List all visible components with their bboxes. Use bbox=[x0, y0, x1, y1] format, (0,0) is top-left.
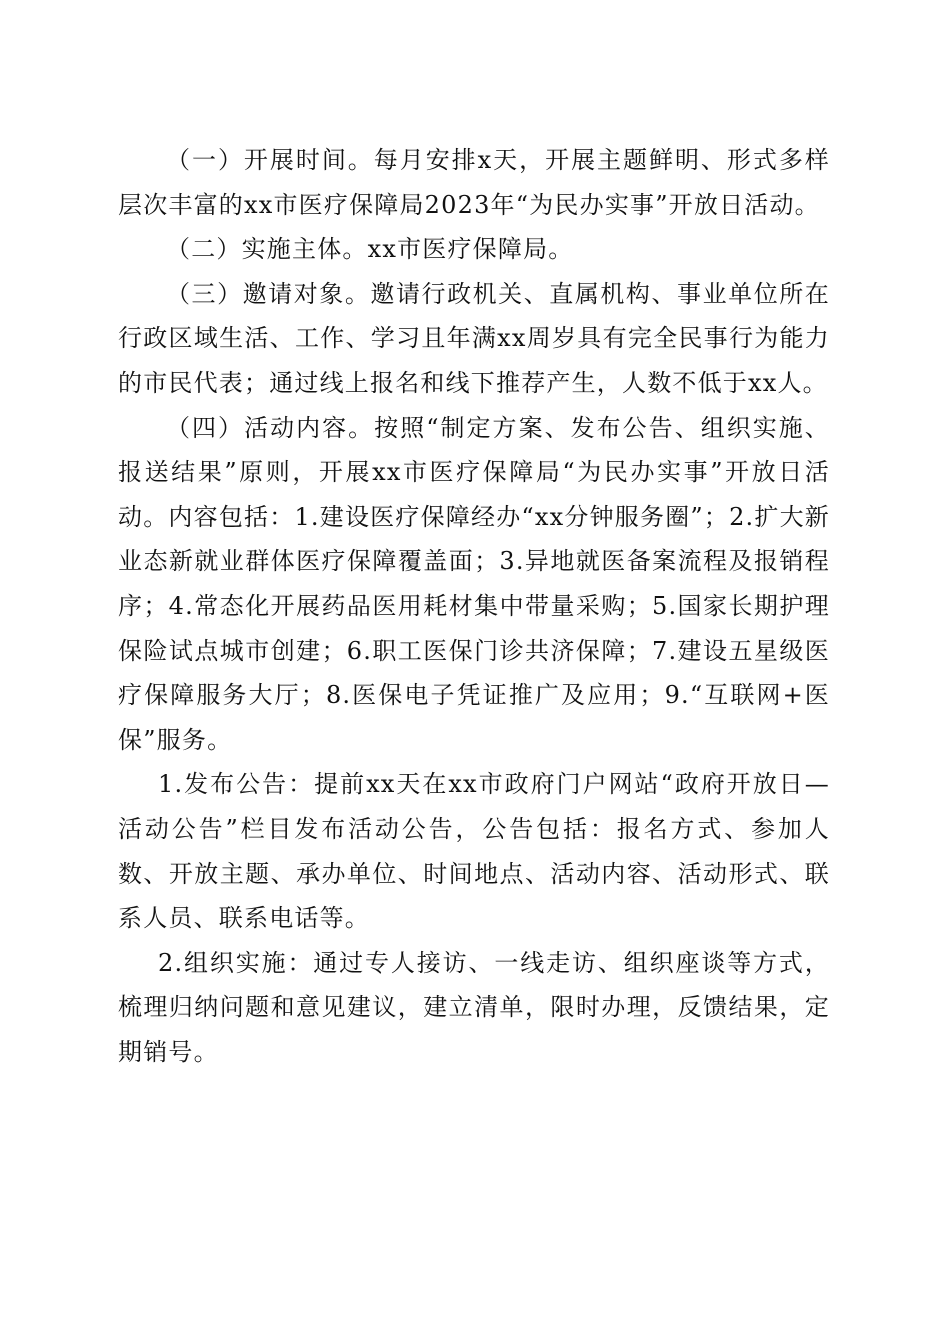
paragraph-implementer: （二）实施主体。xx市医疗保障局。 bbox=[166, 235, 574, 264]
paragraph-opening-time: （一）开展时间。每月安排x天，开展主题鲜明、形式多样层次丰富的xx市医疗保障局2023年“为民办实事”开放日活动。 bbox=[118, 146, 830, 219]
document-body bbox=[118, 138, 830, 1074]
paragraph-activity-content: （四）活动内容。按照“制定方案、发布公告、组织实施、报送结果”原则，开展xx市医疗保障局“为民办实事”开放日活动。内容包括：1.建设医疗保障经办“xx分钟服务圈”；2.扩大新业态新就业群体医疗保障覆盖面；3.异地就医备案流程及报销程序；4.常态化开展药品医用耗材集中带量采购；5.国家长期护理保险试点城市创建；6.职工医保门诊共济保障；7.建设五星级医疗保障服务大厅；8.医保电子凭证推广及应用；9.“互联网+医保”服务。 bbox=[118, 413, 830, 754]
paragraph-invitees: （三）邀请对象。邀请行政机关、直属机构、事业单位所在行政区域生活、工作、学习且年满xx周岁具有完全民事行为能力的市民代表；通过线上报名和线下推荐产生，人数不低于xx人。 bbox=[118, 279, 830, 397]
paragraph-publish-notice: 1.发布公告：提前xx天在xx市政府门户网站“政府开放日—活动公告”栏目发布活动公告，公告包括：报名方式、参加人数、开放主题、承办单位、时间地点、活动内容、活动形式、联系人员、联系电话等。 bbox=[118, 770, 830, 933]
paragraph-organize-implementation: 2.组织实施：通过专人接访、一线走访、组织座谈等方式，梳理归纳问题和意见建议，建立清单，限时办理，反馈结果，定期销号。 bbox=[118, 948, 830, 1066]
